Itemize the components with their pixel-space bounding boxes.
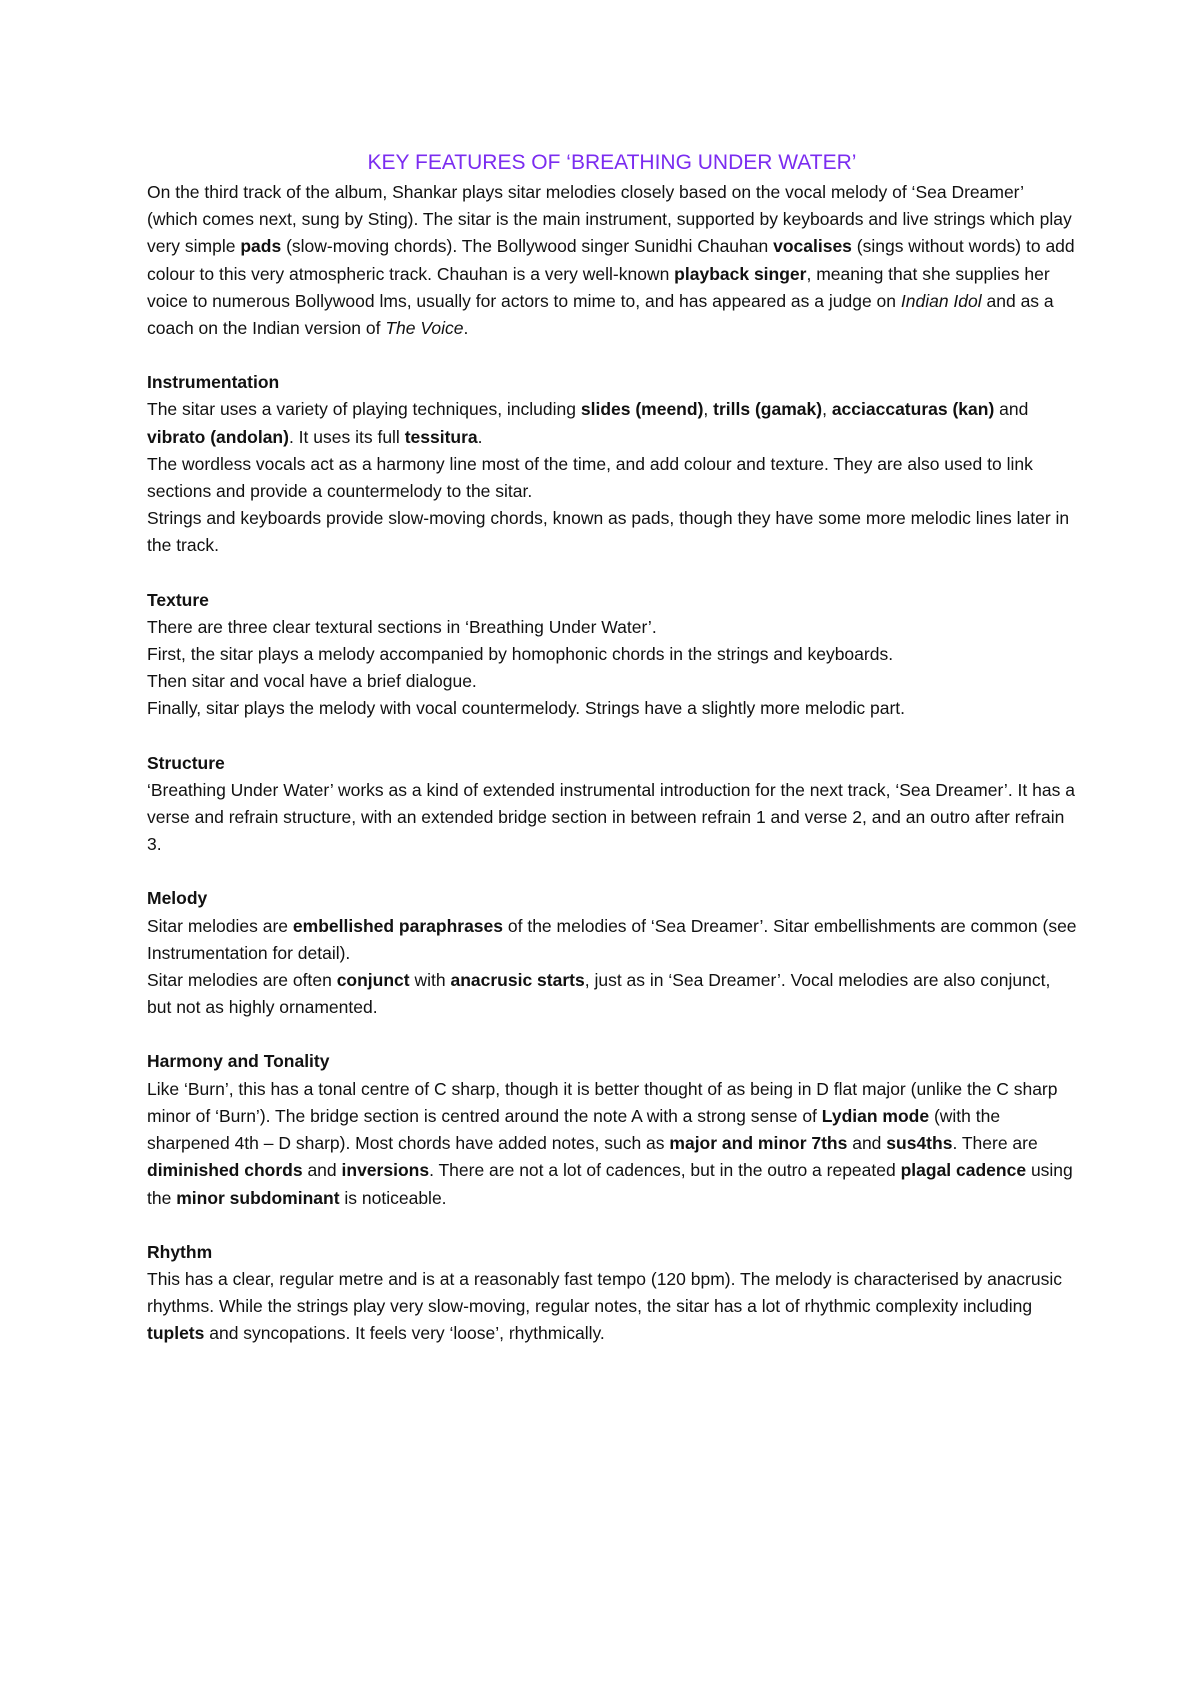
text-run: Like ‘Burn’, this has a tonal centre of C sharp, though it is better thought of as being in D flat major (unlike the C sharp minor of ‘Burn’). The bridge section is centred around the note A with a strong sense of [147, 1078, 1058, 1126]
document-page [147, 150, 1077, 1348]
bold-term: vocalises [773, 236, 852, 257]
text-run: Sitar melodies are often [147, 970, 337, 991]
section-harmony-and-tonality [147, 1048, 1077, 1211]
bold-term: diminished chords [147, 1160, 303, 1181]
text-run: Strings and keyboards provide slow-moving chords, known as pads, though they have some more melodic lines later in the track. [147, 508, 1070, 556]
text-run: , [822, 399, 832, 420]
section-instrumentation [147, 369, 1077, 559]
section-heading: Harmony and Tonality [147, 1051, 330, 1072]
bold-term: sus4ths [886, 1133, 953, 1154]
text-run: First, the sitar plays a melody accompanied by homophonic chords in the strings and keyboards. [147, 644, 894, 665]
text-run: The sitar uses a variety of playing techniques, including [147, 399, 581, 420]
section-paragraph [147, 451, 1077, 505]
text-run: . There are not a lot of cadences, but in the outro a repeated [429, 1160, 901, 1181]
intro-paragraph [147, 179, 1077, 342]
section-paragraph [147, 505, 1077, 559]
bold-term: conjunct [336, 970, 410, 991]
text-run: Sitar melodies are [147, 915, 293, 936]
section-texture [147, 587, 1077, 723]
section-heading: Melody [147, 888, 208, 909]
section-paragraph [147, 777, 1077, 859]
text-run: is noticeable. [339, 1187, 447, 1208]
text-run: . [463, 318, 469, 339]
bold-term: anacrusic starts [450, 970, 585, 991]
bold-term: tessitura [404, 426, 478, 447]
text-run: and [847, 1133, 887, 1154]
italic-title: The Voice [385, 318, 464, 339]
text-run: , [703, 399, 714, 420]
bold-term: slides (meend) [580, 399, 704, 420]
section-paragraph [147, 668, 1077, 695]
text-run: . [477, 426, 483, 447]
text-run: (with the sharpened 4th – D sharp). Most chords have added notes, such as [147, 1105, 1001, 1154]
section-heading: Rhythm [147, 1241, 213, 1262]
bold-term: plagal cadence [900, 1160, 1027, 1181]
text-run: . There are [952, 1133, 1038, 1154]
text-run: . It uses its full [288, 426, 405, 447]
text-run: , just as in ‘Sea Dreamer’. Vocal melodies are also conjunct, but not as highly ornamented. [147, 970, 1051, 1018]
sections-container [147, 369, 1077, 1347]
bold-term: trills (gamak) [713, 399, 823, 420]
bold-term: playback singer [674, 263, 807, 284]
text-run: On the third track of the album, Shankar plays sitar melodies closely based on the vocal melody of ‘Sea Dreamer’ (which comes next, sung by Sting). The sitar is the main instrument, supported by keyboards and live strings which play very simple [147, 182, 1072, 257]
section-heading: Texture [147, 589, 209, 610]
document-title: KEY FEATURES OF ‘BREATHING UNDER WATER’ [367, 151, 857, 174]
section-paragraph [147, 695, 1077, 722]
bold-term: minor subdominant [176, 1187, 340, 1208]
text-run: This has a clear, regular metre and is at a reasonably fast tempo (120 bpm). The melody is characterised by anacrusic rhythms. While the strings play very slow-moving, regular notes, the sitar has a lot of rhythmic complexity including [147, 1268, 1062, 1317]
section-paragraph [147, 641, 1077, 668]
text-run: The wordless vocals act as a harmony line most of the time, and add colour and texture. They are also used to link sections and provide a countermelody to the sitar. [147, 453, 1033, 502]
bold-term: acciaccaturas (kan) [831, 399, 995, 420]
text-run: (sings without words) to add colour to this very atmospheric track. Chauhan is a very well-known [147, 236, 1075, 284]
text-run: (slow-moving chords). The Bollywood singer Sunidhi Chauhan [281, 236, 774, 257]
text-run: and [994, 399, 1029, 420]
text-run: , meaning that she supplies her voice to numerous Bollywood lms, usually for actors to mime to, and has appeared as a judge on [147, 263, 1050, 311]
text-run: and [302, 1160, 342, 1181]
section-heading: Structure [147, 752, 225, 773]
text-run: of the melodies of ‘Sea Dreamer’. Sitar embellishments are common (see Instrumentation for detail). [147, 915, 1077, 963]
text-run: using the [147, 1160, 1073, 1208]
bold-term: tuplets [147, 1323, 205, 1344]
section-paragraph [147, 1266, 1077, 1348]
text-run: and syncopations. It feels very ‘loose’, rhythmically. [204, 1323, 605, 1344]
bold-term: vibrato (andolan) [147, 426, 289, 447]
section-structure [147, 750, 1077, 859]
text-run: Then sitar and vocal have a brief dialogue. [147, 671, 477, 692]
bold-term: inversions [341, 1160, 430, 1181]
bold-term: Lydian mode [821, 1105, 930, 1126]
section-rhythm [147, 1239, 1077, 1348]
italic-title: Indian Idol [900, 290, 982, 311]
section-paragraph [147, 913, 1077, 967]
text-run: ‘Breathing Under Water’ works as a kind of extended instrumental introduction for the next track, ‘Sea Dreamer’. It has a verse and refrain structure, with an extended bridge section in between refrain 1 and verse 2, and an outro after refrain 3. [147, 779, 1075, 855]
section-paragraph [147, 614, 1077, 641]
section-paragraph [147, 1076, 1077, 1212]
text-run: There are three clear textural sections in ‘Breathing Under Water’. [147, 616, 657, 637]
text-run: Finally, sitar plays the melody with vocal countermelody. Strings have a slightly more melodic part. [147, 698, 906, 719]
bold-term: embellished paraphrases [292, 915, 504, 936]
bold-term: pads [240, 236, 282, 257]
section-paragraph [147, 967, 1077, 1021]
section-paragraph [147, 396, 1077, 450]
section-heading: Instrumentation [147, 372, 280, 393]
bold-term: major and minor 7ths [669, 1133, 848, 1154]
text-run: and as a coach on the Indian version of [147, 290, 1054, 339]
section-melody [147, 885, 1077, 1021]
text-run: with [409, 970, 451, 991]
